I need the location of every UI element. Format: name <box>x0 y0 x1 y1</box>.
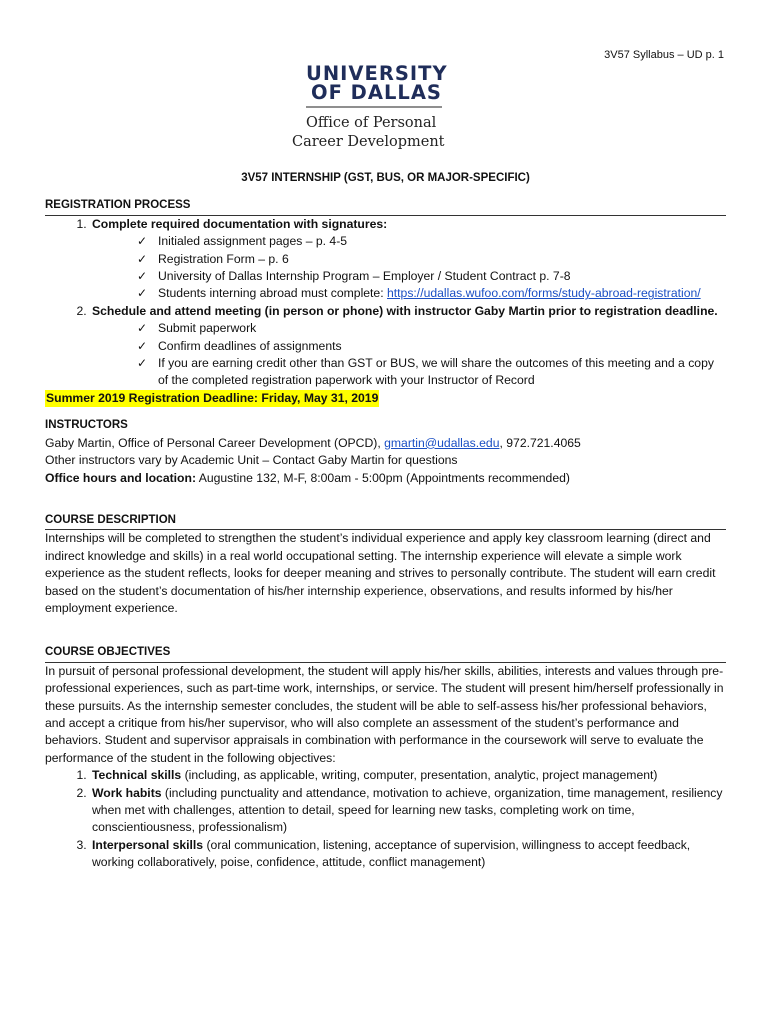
logo-line-of-dallas: OF DALLAS <box>311 81 442 104</box>
course-objectives-heading: COURSE OBJECTIVES <box>45 646 171 659</box>
instructor-contact <box>45 435 726 452</box>
objective-item <box>90 767 726 784</box>
objective-label: Technical skills <box>92 768 182 783</box>
office-hours <box>45 470 726 487</box>
registration-step-2 <box>90 303 726 390</box>
objective-text: (oral communication, listening, acceptance of supervision, willingness to accept feedback, working collaboratively, poise, confidence, attitude, conflict management) <box>92 837 691 870</box>
logo-divider <box>306 106 442 108</box>
step-1-text: Complete required documentation with signatures: <box>92 216 388 231</box>
step-1-checklist <box>92 233 726 303</box>
objective-item <box>90 837 726 872</box>
course-objectives-text: In pursuit of personal professional development, the student will apply his/her skills, abilities, interests and values through pre-professional experiences, such as part-time work, internships, or service. The student will present him/herself professionally in these pursuits. As the internship semester concludes, the student will be able to self-assess his/her professional behaviors, and accept a critique from his/her supervisor, who will also complete an assessment of the student’s performance and behaviors. Student and supervisor appraisals in combination with performance in the coursework will serve to evaluate the performance of the student in the following objectives: <box>45 663 724 765</box>
logo-line-university: UNIVERSITY <box>306 62 448 85</box>
logo-line-office: Office of Personal <box>306 115 437 131</box>
registration-deadline: Summer 2019 Registration Deadline: Friday, May 31, 2019 <box>45 390 379 407</box>
logo-line-career: Career Development <box>292 134 445 150</box>
objective-text: (including punctuality and attendance, motivation to achieve, organization, time management, resiliency when met with challenges, attention to detail, speed for learning new tasks, completing work on time, conscientiousness, professionalism) <box>92 785 723 835</box>
spacer <box>45 617 726 634</box>
document-body <box>45 170 726 872</box>
registration-step-1 <box>90 216 726 303</box>
page-header-label: 3V57 Syllabus – UD p. 1 <box>604 49 724 61</box>
course-description-heading-rule <box>45 512 726 530</box>
abroad-text: Students interning abroad must complete: <box>158 286 387 301</box>
objective-item <box>90 785 726 837</box>
checklist-item: ✓ Submit paperwork <box>137 320 726 337</box>
registration-heading: REGISTRATION PROCESS <box>45 199 191 212</box>
checklist-item: ✓ Registration Form – p. 6 <box>137 251 726 268</box>
objective-label: Interpersonal skills <box>92 837 204 852</box>
objective-label: Work habits <box>92 785 162 800</box>
instructors-heading: INSTRUCTORS <box>45 419 128 432</box>
office-hours-value: Augustine 132, M-F, 8:00am - 5:00pm (Appointments recommended) <box>196 470 570 485</box>
checklist-item: ✓ Initialed assignment pages – p. 4-5 <box>137 233 726 250</box>
checklist-item: ✓ University of Dallas Internship Program – Employer / Student Contract p. 7-8 <box>137 268 726 285</box>
registration-heading-rule <box>45 197 726 215</box>
document-title: 3V57 INTERNSHIP (GST, BUS, OR MAJOR-SPECIFIC) <box>241 172 530 184</box>
university-logo <box>292 62 456 152</box>
other-instructors: Other instructors vary by Academic Unit – Contact Gaby Martin for questions <box>45 453 458 468</box>
instructors-heading-block <box>45 417 726 434</box>
checklist-item <box>137 285 726 302</box>
registration-steps <box>45 216 726 390</box>
checklist-item: ✓ Confirm deadlines of assignments <box>137 338 726 355</box>
course-description-text: Internships will be completed to strengthen the student’s individual experience and apply key classroom learning (direct and indirect knowledge and skills) in a real world occupational setting. The internship experience will elevate a simple work experience as the student reflects, looks for deeper meaning and strives to personally contribute. The student will earn credit based on the student’s documentation of his/her internship experience, observations, and results informed by his/her employment experience. <box>45 531 716 615</box>
objective-text: (including, as applicable, writing, computer, presentation, analytic, project management) <box>181 768 658 783</box>
spacer <box>45 487 726 504</box>
step-2-checklist <box>92 320 726 390</box>
instructor-phone: , 972.721.4065 <box>499 435 581 450</box>
objectives-list <box>45 767 726 871</box>
instructor-text: Gaby Martin, Office of Personal Career Development (OPCD), <box>45 435 385 450</box>
instructor-email-link[interactable]: gmartin@udallas.edu <box>384 435 500 450</box>
study-abroad-link[interactable]: https://udallas.wufoo.com/forms/study-abroad-registration/ <box>387 286 701 301</box>
office-hours-label: Office hours and location: <box>45 470 196 485</box>
course-objectives-heading-rule <box>45 644 726 662</box>
step-2-text: Schedule and attend meeting (in person or phone) with instructor Gaby Martin prior to registration deadline. <box>92 303 718 318</box>
checklist-item: ✓ If you are earning credit other than GST or BUS, we will share the outcomes of this meeting and a copy of the completed registration paperwork with your Instructor of Record <box>137 355 726 390</box>
course-description-heading: COURSE DESCRIPTION <box>45 513 176 526</box>
